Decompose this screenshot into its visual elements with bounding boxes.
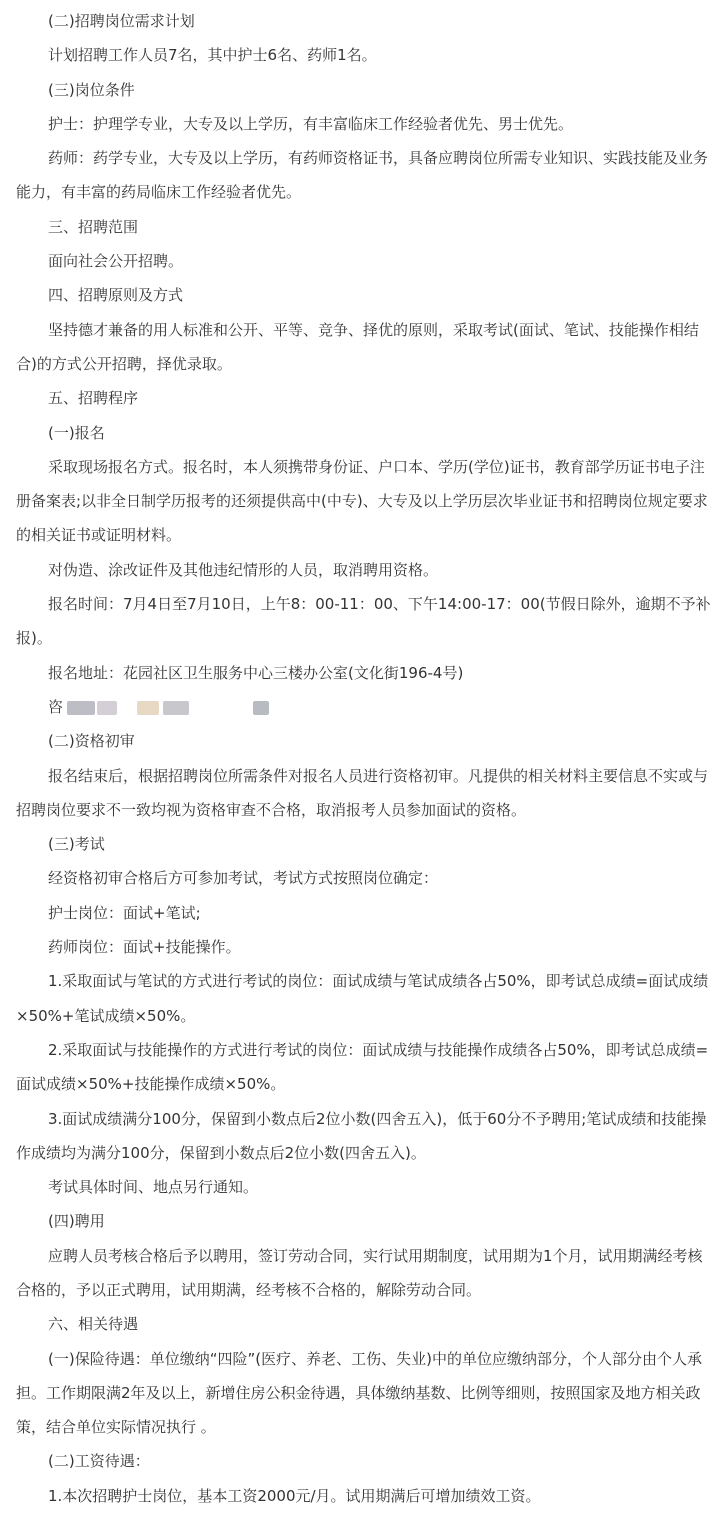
- section-heading: (一)报名: [48, 423, 105, 442]
- section-heading: (二)工资待遇：: [48, 1452, 150, 1471]
- consultation-label: 咨: [48, 697, 64, 716]
- paragraph: 计划招聘工作人员7名，其中护士6名、药师1名。: [48, 46, 377, 65]
- section-heading: (四)聘用: [48, 1212, 105, 1231]
- paragraph: 坚持德才兼备的用人标准和公开、平等、竞争、择优的原则，采取考试(面试、笔试、技能操作相结合)的方式公开招聘，择优录取。: [16, 320, 699, 373]
- consultation-line: [16, 690, 712, 724]
- paragraph: 报名结束后，根据招聘岗位所需条件对报名人员进行资格初审。凡提供的相关材料主要信息不实或与招聘岗位要求不一致均视为资格审查不合格，取消报考人员参加面试的资格。: [16, 766, 709, 819]
- paragraph: 3.面试成绩满分100分，保留到小数点后2位小数(四舍五入)，低于60分不予聘用;笔试成绩和技能操作成绩均为满分100分，保留到小数点后2位小数(四舍五入)。: [16, 1109, 707, 1162]
- paragraph: 护士岗位：面试+笔试;: [48, 903, 201, 922]
- paragraph: 2.采取面试与技能操作的方式进行考试的岗位：面试成绩与技能操作成绩各占50%，即考试总成绩=面试成绩×50%+技能操作成绩×50%。: [16, 1040, 709, 1094]
- section-heading: (二)资格初审: [48, 732, 135, 751]
- paragraph: 药师岗位：面试+技能操作。: [48, 938, 241, 957]
- paragraph: (一)保险待遇：单位缴纳“四险”(医疗、养老、工伤、失业)中的单位应缴纳部分，个人部分由个人承担。工作期限满2年及以上，新增住房公积金待遇，具体缴纳基数、比例等细则，按照国家及地方相关政策，结合单位实际情况执行 。: [16, 1349, 702, 1437]
- paragraph: 报名时间：7月4日至7月10日，上午8：00-11：00、下午14:00-17：00(节假日除外，逾期不予补报)。: [16, 595, 711, 648]
- paragraph: 应聘人员考核合格后予以聘用，签订劳动合同，实行试用期制度，试用期为1个月，试用期满经考核合格的，予以正式聘用，试用期满，经考核不合格的，解除劳动合同。: [16, 1246, 703, 1299]
- paragraph: 面向社会公开招聘。: [48, 252, 184, 271]
- section-heading: (三)岗位条件: [48, 80, 135, 99]
- paragraph: 对伪造、涂改证件及其他违纪情形的人员，取消聘用资格。: [48, 560, 439, 579]
- redacted-contact: [67, 699, 287, 715]
- paragraph: 考试具体时间、地点另行通知。: [48, 1178, 259, 1197]
- section-heading: 六、相关待遇: [48, 1315, 139, 1334]
- paragraph: 护士：护理学专业，大专及以上学历，有丰富临床工作经验者优先、男士优先。: [48, 114, 574, 133]
- document-body: [16, 0, 712, 1513]
- section-heading: 三、招聘范围: [48, 217, 139, 236]
- paragraph: 药师：药学专业，大专及以上学历，有药师资格证书，具备应聘岗位所需专业知识、实践技能及业务能力，有丰富的药局临床工作经验者优先。: [16, 149, 709, 202]
- section-heading: (三)考试: [48, 835, 105, 854]
- paragraph: 1.采取面试与笔试的方式进行考试的岗位：面试成绩与笔试成绩各占50%，即考试总成绩=面试成绩×50%+笔试成绩×50%。: [16, 972, 709, 1025]
- paragraph: 1.本次招聘护士岗位，基本工资2000元/月。试用期满后可增加绩效工资。: [48, 1486, 541, 1505]
- paragraph: 采取现场报名方式。报名时，本人须携带身份证、户口本、学历(学位)证书，教育部学历证书电子注册备案表;以非全日制学历报考的还须提供高中(中专)、大专及以上学历层次毕业证书和招聘岗位规定要求的相关证书或证明材料。: [16, 457, 708, 545]
- paragraph: 经资格初审合格后方可参加考试，考试方式按照岗位确定：: [48, 869, 439, 888]
- section-heading: 四、招聘原则及方式: [48, 286, 184, 305]
- paragraph: 报名地址：花园社区卫生服务中心三楼办公室(文化街196-4号): [48, 663, 464, 682]
- section-heading: (二)招聘岗位需求计划: [48, 12, 195, 30]
- section-heading: 五、招聘程序: [48, 389, 139, 408]
